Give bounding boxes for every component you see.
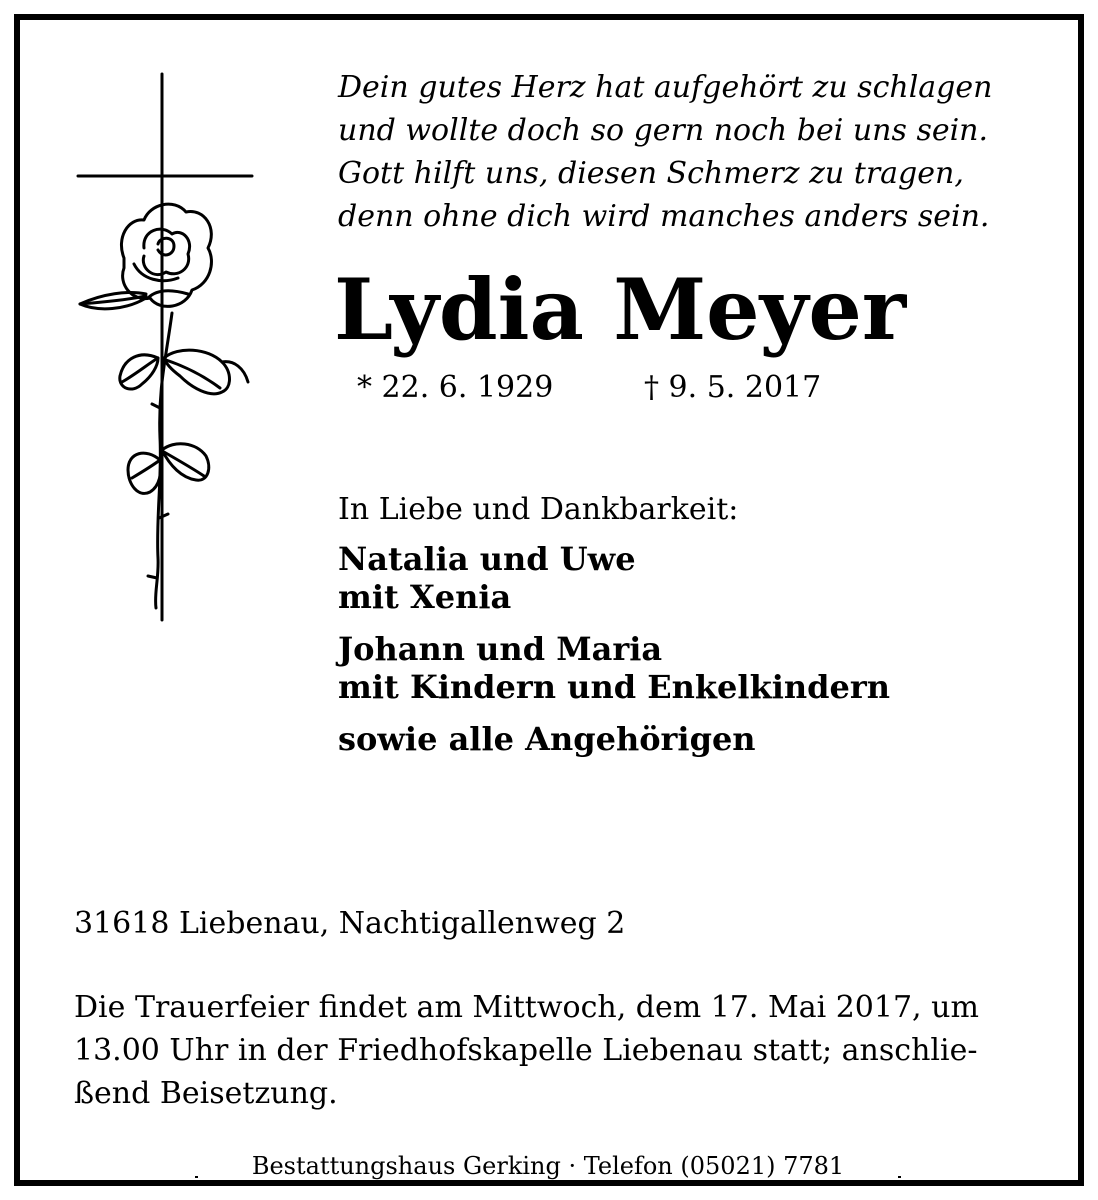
mourner-line: Natalia und Uwe: [338, 540, 636, 578]
mourner-group: [338, 630, 890, 706]
funeral-service-info: [74, 986, 1034, 1115]
deceased-name: Lydia Meyer: [334, 260, 907, 359]
verse-line: Dein gutes Herz hat aufgehört zu schlagen: [338, 70, 993, 105]
mourner-group: [338, 540, 890, 616]
service-line: Die Trauerfeier findet am Mittwoch, dem 17. Mai 2017, um: [74, 990, 979, 1025]
verse-line: denn ohne dich wird manches anders sein.: [338, 199, 990, 234]
verse-line: und wollte doch so gern noch bei uns sein.: [338, 113, 989, 148]
birth-date: * 22. 6. 1929: [357, 370, 554, 405]
verse-line: Gott hilft uns, diesen Schmerz zu tragen,: [338, 156, 964, 191]
mourners-intro: In Liebe und Dankbarkeit:: [338, 492, 739, 527]
mourner-line: mit Kindern und Enkelkindern: [338, 668, 891, 706]
service-line: ßend Beisetzung.: [74, 1076, 338, 1111]
service-line: 13.00 Uhr in der Friedhofskapelle Liebenau statt; anschlie-: [74, 1033, 978, 1068]
mourner-line: Johann und Maria: [338, 630, 663, 668]
family-address: 31618 Liebenau, Nachtigallenweg 2: [74, 906, 626, 941]
cross-with-rose-icon: [62, 58, 262, 628]
funeral-home-footer: Bestattungshaus Gerking · Telefon (05021) 7781: [198, 1152, 898, 1180]
memorial-verse: [338, 66, 1058, 238]
mourners-list: [338, 540, 890, 772]
mourner-line: sowie alle Angehörigen: [338, 720, 756, 758]
death-date: † 9. 5. 2017: [644, 370, 822, 405]
mourner-group: [338, 720, 890, 758]
mourner-line: mit Xenia: [338, 578, 512, 616]
